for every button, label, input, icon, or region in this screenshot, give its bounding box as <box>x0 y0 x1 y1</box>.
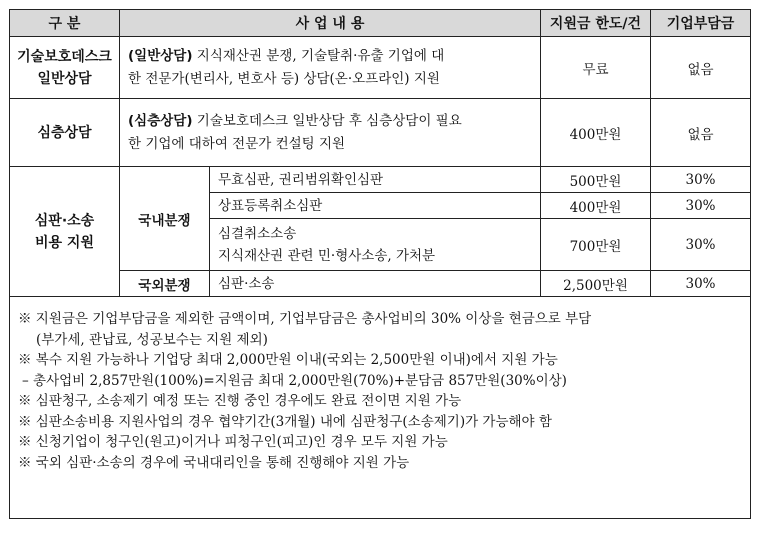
trial-item-2: 상표등록취소심판 <box>210 193 541 219</box>
row-deep <box>10 99 751 167</box>
trial-limit-3: 700만원 <box>541 219 651 271</box>
row-general <box>10 37 751 99</box>
row-trial-foreign <box>10 271 751 297</box>
trial-burden-1: 30% <box>651 167 751 193</box>
foreign-label: 국외분쟁 <box>120 271 210 297</box>
trial-limit-1: 500만원 <box>541 167 651 193</box>
content-general <box>120 37 541 99</box>
burden-general: 없음 <box>651 37 751 99</box>
trial-item-3 <box>210 219 541 271</box>
header-category: 구 분 <box>10 10 120 37</box>
category-trial-line1: 심판·소송 <box>34 212 95 229</box>
trial-burden-3: 30% <box>651 219 751 271</box>
notes-cell <box>10 297 751 519</box>
label-general: (일반상담) <box>128 47 193 64</box>
category-general-line2: 일반상담 <box>37 70 92 87</box>
content-deep <box>120 99 541 167</box>
category-general <box>10 37 120 99</box>
row-notes <box>10 297 751 519</box>
note-3: ※ 심판청구, 소송제기 예정 또는 진행 중인 경우에도 완료 전이면 지원 가능 <box>18 393 462 409</box>
foreign-limit: 2,500만원 <box>541 271 651 297</box>
trial-item-3-line2: 지식재산권 관련 민·형사소송, 가처분 <box>218 247 436 264</box>
note-1: ※ 지원금은 기업부담금을 제외한 금액이며, 기업부담금은 총사업비의 30% 이상을 현금으로 부담 <box>18 311 592 327</box>
limit-general: 무료 <box>541 37 651 99</box>
note-1-sub: (부가세, 관납료, 성공보수는 지원 제외) <box>36 331 268 348</box>
note-6: ※ 국외 심판·소송의 경우에 국내대리인을 통해 진행해야 지원 가능 <box>18 454 410 471</box>
row-trial-1 <box>10 167 751 193</box>
text-general-1: 지식재산권 분쟁, 기술탈취·유출 기업에 대 <box>192 47 445 64</box>
text-deep-1: 기술보호데스크 일반상담 후 심층상담이 필요 <box>192 112 462 129</box>
header-limit: 지원금 한도/건 <box>541 10 651 37</box>
limit-deep: 400만원 <box>541 99 651 167</box>
category-trial <box>10 167 120 297</box>
text-deep-2: 한 기업에 대하여 전문가 컨설팅 지원 <box>128 135 346 152</box>
header-burden: 기업부담금 <box>651 10 751 37</box>
header-content: 사 업 내 용 <box>120 10 541 37</box>
note-2: ※ 복수 지원 가능하나 기업당 최대 2,000만원 이내(국외는 2,500만원 이내)에서 지원 가능 <box>18 352 558 368</box>
note-4: ※ 심판소송비용 지원사업의 경우 협약기간(3개월) 내에 심판청구(소송제기)가 가능해야 함 <box>18 413 552 430</box>
label-deep: (심층상담) <box>128 112 193 129</box>
support-table <box>9 9 751 519</box>
category-deep: 심층상담 <box>10 99 120 167</box>
note-5: ※ 신청기업이 청구인(원고)이거나 피청구인(피고)인 경우 모두 지원 가능 <box>18 434 448 450</box>
trial-burden-2: 30% <box>651 193 751 219</box>
note-2-sub: – 총사업비 2,857만원(100%)=지원금 최대 2,000만원(70%)+분담금 857만원(30%이상) <box>22 372 567 389</box>
trial-item-1: 무효심판, 권리범위확인심판 <box>210 167 541 193</box>
trial-item-3-line1: 심결취소소송 <box>218 225 297 242</box>
foreign-item: 심판·소송 <box>210 271 541 297</box>
domestic-label: 국내분쟁 <box>120 167 210 271</box>
category-trial-line2: 비용 지원 <box>35 234 94 251</box>
burden-deep: 없음 <box>651 99 751 167</box>
text-general-2: 한 전문가(변리사, 변호사 등) 상담(온·오프라인) 지원 <box>128 70 440 87</box>
foreign-burden: 30% <box>651 271 751 297</box>
trial-limit-2: 400만원 <box>541 193 651 219</box>
category-general-line1: 기술보호데스크 <box>17 48 112 65</box>
support-table-container <box>9 9 750 541</box>
header-row <box>10 10 751 37</box>
